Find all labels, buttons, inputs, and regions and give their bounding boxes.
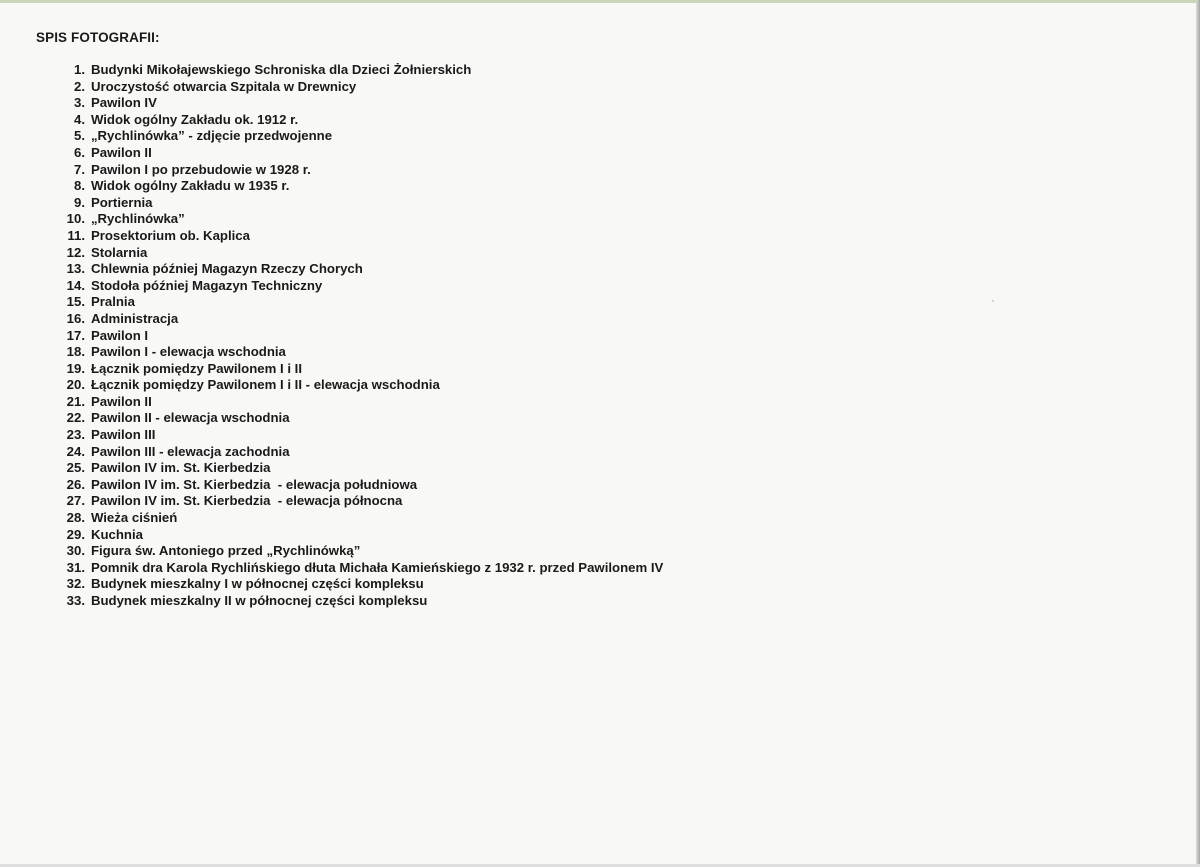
scan-speck xyxy=(992,300,994,302)
list-item-number: 17. xyxy=(66,327,85,343)
list-item-number: 10. xyxy=(66,211,85,227)
list-item xyxy=(58,510,663,527)
list-item-number: 18. xyxy=(66,344,85,360)
list-item xyxy=(58,278,663,295)
list-item xyxy=(58,128,663,145)
list-item-number: 14. xyxy=(66,277,85,293)
list-item-text: Figura św. Antoniego przed „Rychlinówką” xyxy=(90,543,361,559)
list-item xyxy=(58,178,663,195)
list-item xyxy=(58,311,663,328)
list-item-number: 16. xyxy=(66,310,85,326)
list-item-text: Pawilon IV im. St. Kierbedzia - elewacja północna xyxy=(90,493,403,509)
list-item-number: 27. xyxy=(66,493,85,509)
list-item-text: Widok ogólny Zakładu ok. 1912 r. xyxy=(90,111,299,127)
list-item xyxy=(58,195,663,212)
list-item-number: 8. xyxy=(74,178,85,194)
list-item-text: Pawilon II - elewacja wschodnia xyxy=(90,410,290,426)
list-item xyxy=(58,527,663,544)
list-item-text: Budynek mieszkalny II w północnej części kompleksu xyxy=(90,593,428,608)
list-item-number: 13. xyxy=(66,261,85,277)
list-item xyxy=(58,328,663,345)
list-item-text: Łącznik pomiędzy Pawilonem I i II - elewacja wschodnia xyxy=(90,377,440,393)
list-item-text: Budynki Mikołajewskiego Schroniska dla Dzieci Żołnierskich xyxy=(90,62,472,77)
photo-list xyxy=(58,62,663,610)
list-item-text: Stodoła później Magazyn Techniczny xyxy=(90,277,323,293)
list-item xyxy=(58,493,663,510)
list-item-text: Pawilon III - elewacja zachodnia xyxy=(90,443,290,459)
list-item-number: 4. xyxy=(74,111,85,127)
list-item-number: 25. xyxy=(66,460,85,476)
list-item xyxy=(58,162,663,179)
list-item xyxy=(58,112,663,129)
list-item-text: Widok ogólny Zakładu w 1935 r. xyxy=(90,178,290,194)
list-item-text: „Rychlinówka” xyxy=(90,211,185,227)
list-item-number: 29. xyxy=(66,526,85,542)
list-item xyxy=(58,228,663,245)
list-item-number: 7. xyxy=(74,161,85,177)
list-item xyxy=(58,377,663,394)
list-item xyxy=(58,79,663,96)
list-item-text: Pawilon II xyxy=(90,144,152,160)
list-item xyxy=(58,145,663,162)
list-item-number: 31. xyxy=(66,559,85,575)
list-item-text: Stolarnia xyxy=(90,244,148,260)
list-item-text: Pralnia xyxy=(90,294,135,310)
list-item-text: Pawilon I - elewacja wschodnia xyxy=(90,344,286,360)
list-item-number: 26. xyxy=(66,476,85,492)
list-item xyxy=(58,62,663,79)
list-item-number: 5. xyxy=(74,128,85,144)
list-item xyxy=(58,95,663,112)
list-item-text: Pawilon I po przebudowie w 1928 r. xyxy=(90,161,311,177)
list-item xyxy=(58,344,663,361)
list-item-number: 21. xyxy=(66,393,85,409)
list-item-text: Pawilon IV xyxy=(90,95,157,111)
list-item-number: 24. xyxy=(66,443,85,459)
list-item xyxy=(58,543,663,560)
list-item-text: Administracja xyxy=(90,310,179,326)
list-item-text: Uroczystość otwarcia Szpitala w Drewnicy xyxy=(90,78,357,94)
list-item-number: 23. xyxy=(66,427,85,443)
list-item-number: 2. xyxy=(74,78,85,94)
list-item-number: 32. xyxy=(66,576,85,592)
list-item-text: Wieża ciśnień xyxy=(90,510,178,526)
list-item-text: Pawilon III xyxy=(90,427,156,443)
list-item-number: 9. xyxy=(74,194,85,210)
list-item xyxy=(58,477,663,494)
list-item xyxy=(58,211,663,228)
list-item-number: 33. xyxy=(66,593,85,608)
list-item-number: 22. xyxy=(66,410,85,426)
list-item-text: Chlewnia później Magazyn Rzeczy Chorych xyxy=(90,261,363,277)
list-item xyxy=(58,460,663,477)
list-item-number: 6. xyxy=(74,144,85,160)
list-item xyxy=(58,593,663,610)
list-item-text: Prosektorium ob. Kaplica xyxy=(90,227,250,243)
list-item xyxy=(58,245,663,262)
list-item-number: 20. xyxy=(66,377,85,393)
list-item xyxy=(58,427,663,444)
list-item-number: 19. xyxy=(66,360,85,376)
list-item-text: Łącznik pomiędzy Pawilonem I i II xyxy=(90,360,302,376)
list-item-text: „Rychlinówka” - zdjęcie przedwojenne xyxy=(90,128,333,144)
list-item-number: 12. xyxy=(66,244,85,260)
list-item xyxy=(58,261,663,278)
list-item-number: 3. xyxy=(74,95,85,111)
page-title: SPIS FOTOGRAFII: xyxy=(36,30,160,45)
list-item-text: Pomnik dra Karola Rychlińskiego dłuta Michała Kamieńskiego z 1932 r. przed Pawilonem IV xyxy=(90,559,664,575)
scan-top-edge xyxy=(0,0,1200,3)
list-item-text: Kuchnia xyxy=(90,526,143,542)
list-item xyxy=(58,560,663,577)
list-item-text: Pawilon IV im. St. Kierbedzia - elewacja południowa xyxy=(90,476,418,492)
list-item-number: 15. xyxy=(66,294,85,310)
scan-right-edge xyxy=(1196,0,1200,867)
list-item-number: 1. xyxy=(74,62,85,77)
list-item xyxy=(58,294,663,311)
list-item xyxy=(58,361,663,378)
list-item xyxy=(58,394,663,411)
list-item-text: Pawilon IV im. St. Kierbedzia xyxy=(90,460,271,476)
list-item-text: Pawilon II xyxy=(90,393,152,409)
list-item-text: Budynek mieszkalny I w północnej części kompleksu xyxy=(90,576,424,592)
list-item xyxy=(58,576,663,593)
list-item-number: 11. xyxy=(67,227,85,243)
list-item-text: Portiernia xyxy=(90,194,153,210)
list-item xyxy=(58,444,663,461)
list-item-number: 28. xyxy=(66,510,85,526)
list-item-text: Pawilon I xyxy=(90,327,149,343)
list-item-number: 30. xyxy=(66,543,85,559)
list-item xyxy=(58,410,663,427)
